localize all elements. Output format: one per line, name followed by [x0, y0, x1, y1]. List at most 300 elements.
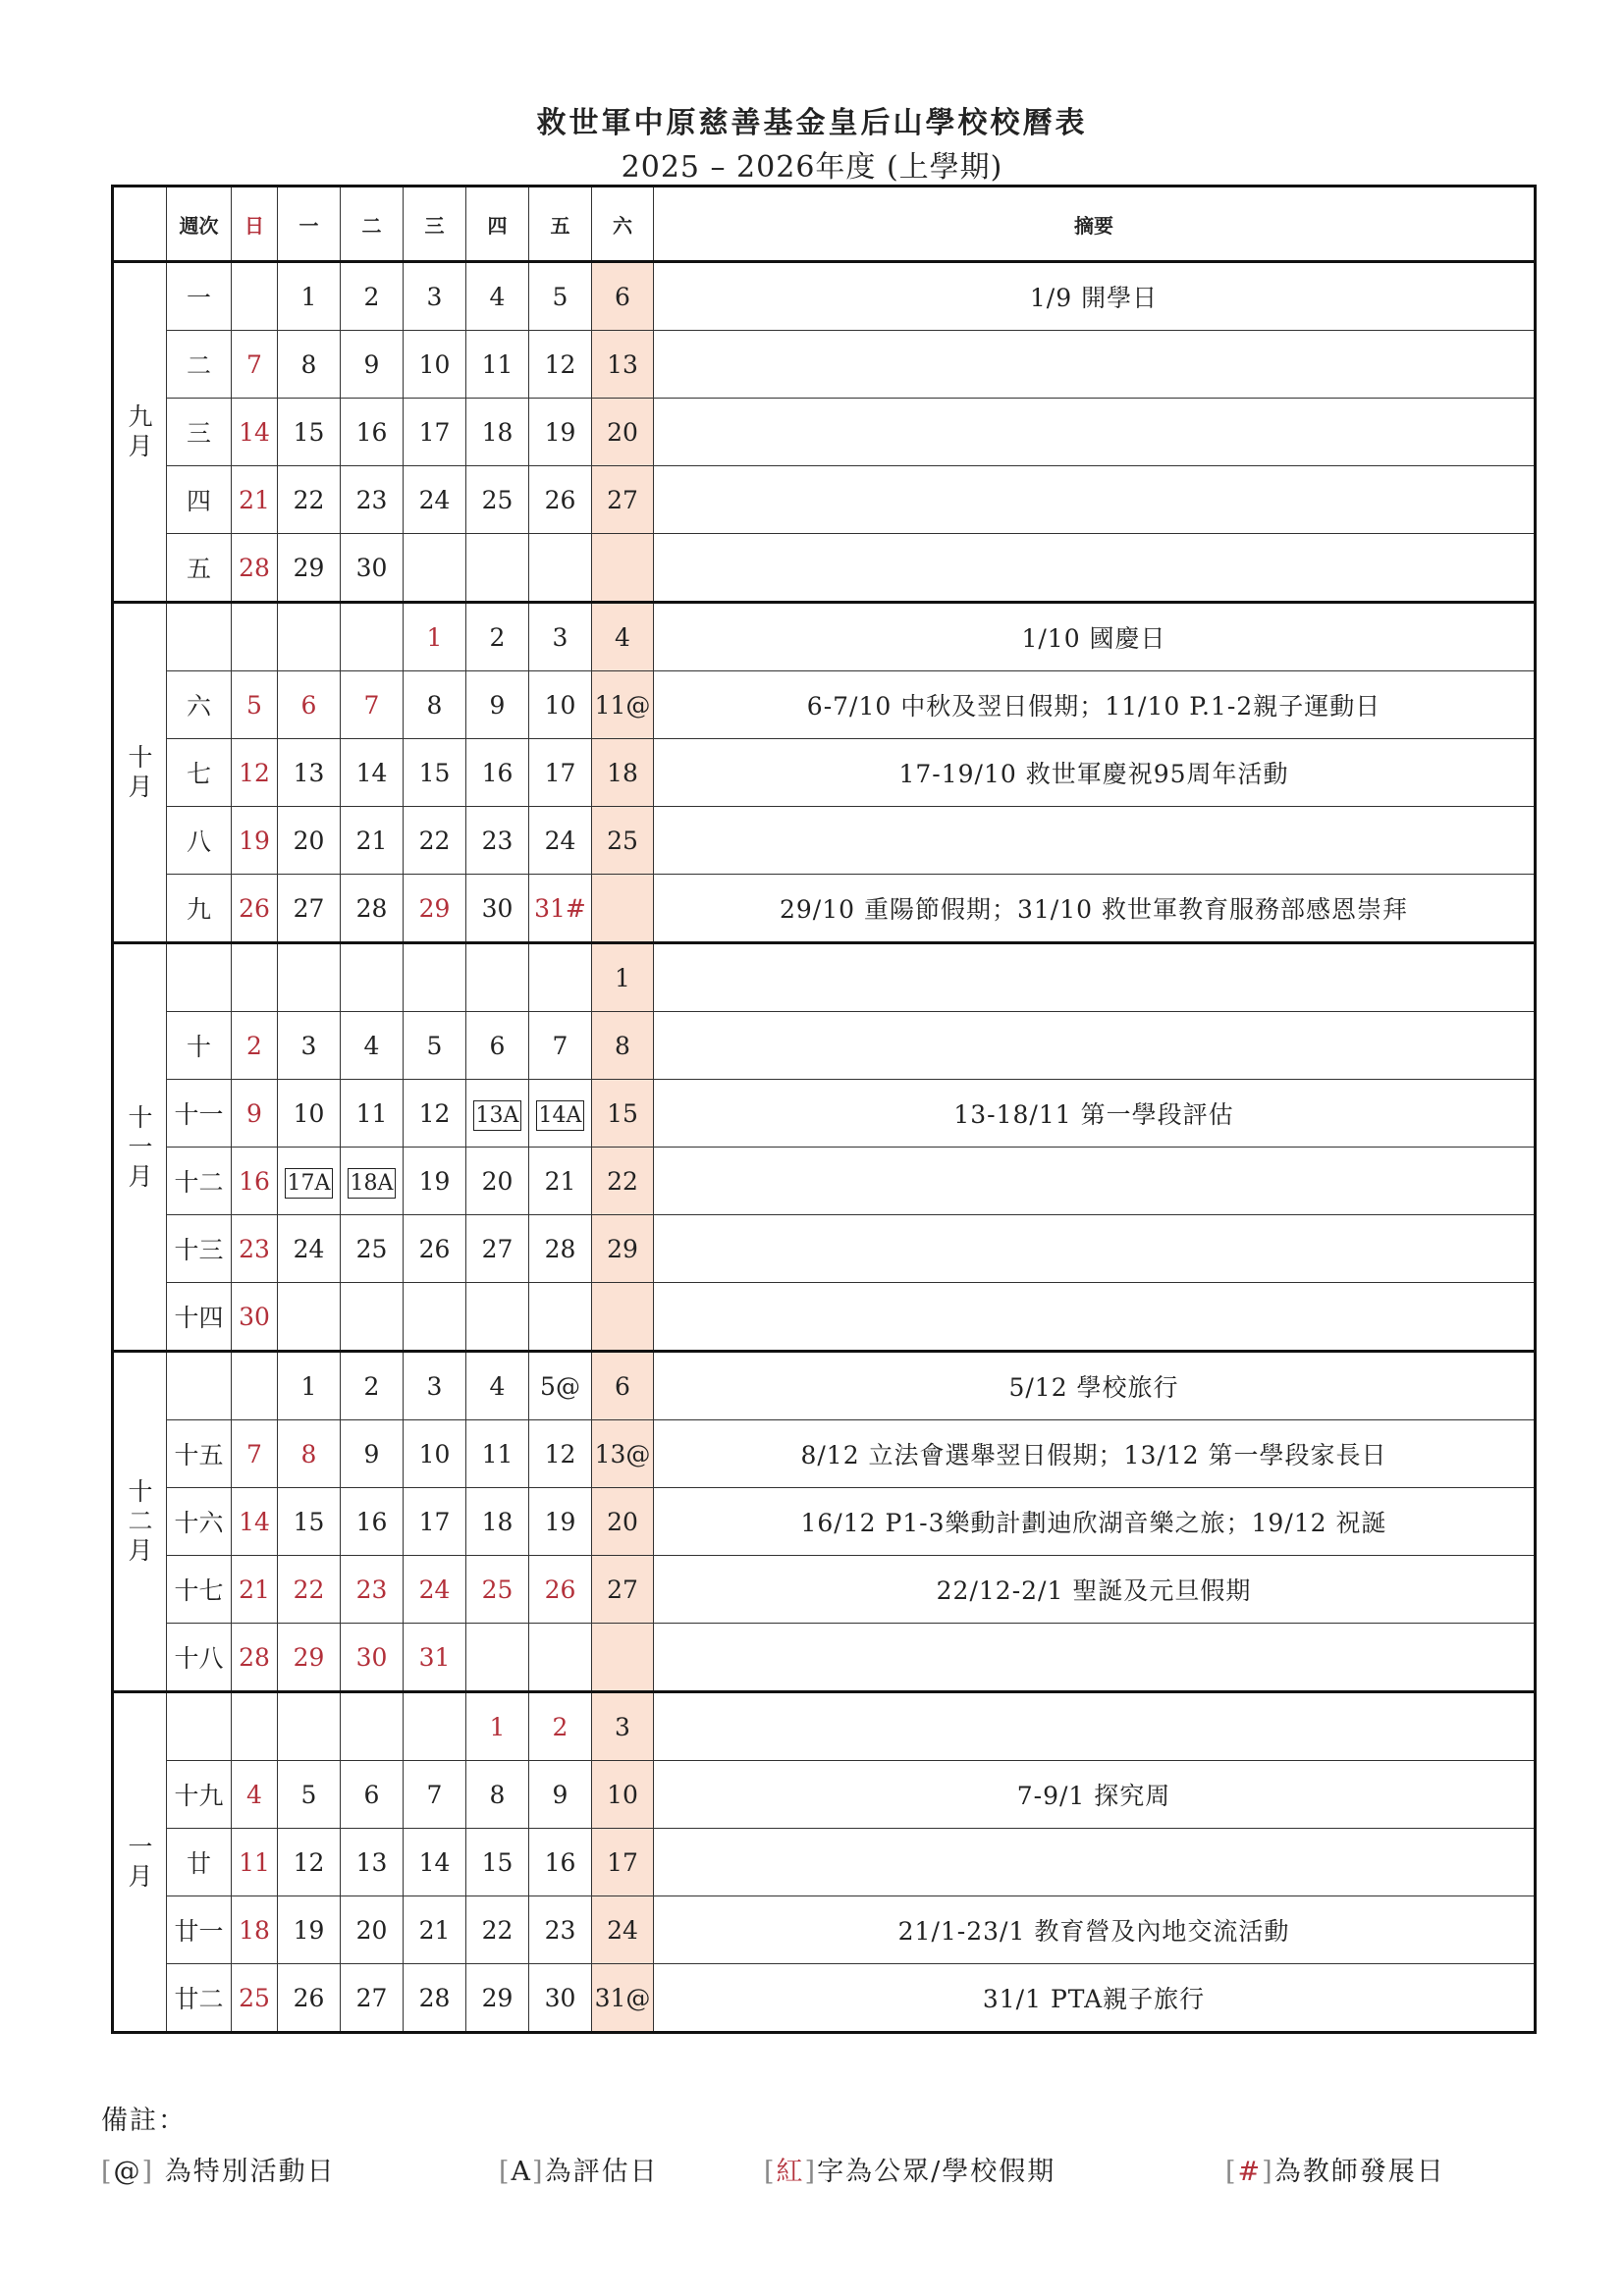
- day-cell: [341, 807, 404, 875]
- day-number: 27: [293, 893, 325, 923]
- week-number: 十九: [167, 1761, 232, 1829]
- day-cell: [466, 1148, 529, 1215]
- day-cell: [592, 875, 654, 943]
- summary-cell: [654, 399, 1536, 466]
- legend-mark: 紅: [776, 2157, 805, 2187]
- day-cell: [404, 1624, 466, 1692]
- day-cell: [278, 943, 341, 1012]
- day-cell: [466, 739, 529, 807]
- day-cell: [404, 1012, 466, 1080]
- day-cell: [592, 1692, 654, 1761]
- day-cell: [529, 1488, 592, 1556]
- day-cell: [404, 875, 466, 943]
- day-cell: [466, 1829, 529, 1896]
- day-cell: [341, 1148, 404, 1215]
- day-number: 4: [615, 622, 630, 652]
- summary-cell: [654, 1283, 1536, 1352]
- day-cell: [529, 1012, 592, 1080]
- day-cell: [529, 1761, 592, 1829]
- week-number: 十五: [167, 1420, 232, 1488]
- day-cell: [278, 807, 341, 875]
- day-number: 20: [293, 826, 325, 855]
- day-cell: [232, 739, 278, 807]
- day-number: 11: [239, 1847, 270, 1877]
- month-label: [113, 262, 167, 603]
- day-number: 2: [489, 622, 506, 652]
- day-cell: [278, 1692, 341, 1761]
- day-cell: [404, 739, 466, 807]
- day-cell: [404, 399, 466, 466]
- day-cell: [592, 1488, 654, 1556]
- day-cell: [466, 1080, 529, 1148]
- day-cell: [341, 1283, 404, 1352]
- day-cell: [592, 1556, 654, 1624]
- day-number: 28: [544, 1234, 576, 1263]
- day-number: 25: [355, 1234, 388, 1263]
- week-row: [113, 1692, 1536, 1761]
- day-cell: [529, 399, 592, 466]
- day-number: 6: [300, 690, 317, 720]
- day-number: 23: [544, 1915, 576, 1945]
- day-cell: [341, 262, 404, 331]
- day-cell: [592, 943, 654, 1012]
- day-cell: [592, 1829, 654, 1896]
- day-cell: [278, 1420, 341, 1488]
- day-cell: [404, 807, 466, 875]
- week-row: [113, 1556, 1536, 1624]
- day-cell: [278, 399, 341, 466]
- day-number: 28: [418, 1983, 451, 2012]
- day-cell: [232, 1964, 278, 2033]
- week-number: 二: [167, 331, 232, 399]
- day-number: 23: [355, 1575, 388, 1604]
- day-cell: [341, 1692, 404, 1761]
- week-number: 十三: [167, 1215, 232, 1283]
- month-label-text: 十月: [128, 743, 153, 801]
- header-month-blank: [113, 187, 167, 262]
- day-cell: [404, 1352, 466, 1420]
- week-number: 十四: [167, 1283, 232, 1352]
- summary-cell: [654, 943, 1536, 1012]
- assessment-day: 13A: [473, 1100, 522, 1131]
- day-number: 22: [293, 1575, 325, 1604]
- month-label: [113, 1692, 167, 2033]
- legend-holiday: [紅]字為公眾/學校假期: [764, 2157, 1056, 2187]
- day-cell: [466, 1964, 529, 2033]
- week-number: 五: [167, 534, 232, 603]
- week-row: [113, 331, 1536, 399]
- day-number: 19: [544, 417, 576, 447]
- month-label-text: 十一月: [128, 1102, 153, 1191]
- day-cell: [278, 1556, 341, 1624]
- day-cell: [341, 1896, 404, 1964]
- summary-cell: 31/1 PTA親子旅行: [654, 1964, 1536, 2033]
- day-cell: [341, 1215, 404, 1283]
- day-number: 9: [363, 349, 380, 379]
- day-cell: [404, 1896, 466, 1964]
- day-number: 16: [544, 1847, 576, 1877]
- day-number: 21: [544, 1166, 576, 1196]
- day-number: 5: [426, 1031, 443, 1060]
- day-cell: [341, 671, 404, 739]
- week-row: [113, 1080, 1536, 1148]
- day-number: 1: [300, 1371, 317, 1401]
- day-cell: [466, 1352, 529, 1420]
- day-number: 22: [418, 826, 451, 855]
- day-number: 6: [615, 282, 630, 311]
- day-cell: [278, 1148, 341, 1215]
- day-cell: [466, 331, 529, 399]
- day-number: 6: [615, 1371, 630, 1401]
- day-cell: [466, 1556, 529, 1624]
- day-cell: [232, 1896, 278, 1964]
- day-number: 16: [355, 1507, 388, 1536]
- day-number: 13: [355, 1847, 388, 1877]
- day-cell: [341, 1488, 404, 1556]
- day-cell: [404, 603, 466, 671]
- day-number: 11@: [594, 690, 651, 720]
- day-number: 1: [615, 963, 630, 992]
- day-number: 19: [293, 1915, 325, 1945]
- day-number: 3: [615, 1712, 630, 1741]
- day-number: 27: [481, 1234, 514, 1263]
- day-number: 30: [544, 1983, 576, 2012]
- week-number: [167, 943, 232, 1012]
- day-number: 20: [607, 1507, 638, 1536]
- day-cell: [466, 807, 529, 875]
- day-number: 16: [481, 758, 514, 787]
- summary-cell: 7-9/1 探究周: [654, 1761, 1536, 1829]
- day-number: 29: [293, 553, 325, 582]
- day-cell: [341, 534, 404, 603]
- day-cell: [232, 1215, 278, 1283]
- summary-cell: 21/1-23/1 教育營及內地交流活動: [654, 1896, 1536, 1964]
- day-number: 20: [607, 417, 638, 447]
- page-title: 救世軍中原慈善基金皇后山學校校曆表: [536, 106, 1088, 140]
- day-cell: [592, 1215, 654, 1283]
- week-row: [113, 534, 1536, 603]
- day-number: 24: [607, 1915, 638, 1945]
- summary-cell: 5/12 學校旅行: [654, 1352, 1536, 1420]
- header-tue: 二: [341, 187, 404, 262]
- day-cell: [592, 1420, 654, 1488]
- day-cell: [278, 1488, 341, 1556]
- day-cell: [466, 399, 529, 466]
- day-number: 25: [481, 1575, 514, 1604]
- day-cell: [232, 1488, 278, 1556]
- day-number: 25: [239, 1983, 270, 2012]
- day-cell: [529, 1080, 592, 1148]
- day-cell: [404, 1692, 466, 1761]
- week-row: [113, 1964, 1536, 2033]
- day-number: 4: [363, 1031, 380, 1060]
- day-number: 2: [363, 1371, 380, 1401]
- day-cell: [341, 1624, 404, 1692]
- day-number: 22: [607, 1166, 638, 1196]
- day-cell: [278, 466, 341, 534]
- day-cell: [592, 1964, 654, 2033]
- day-number: 14: [239, 1507, 270, 1536]
- day-cell: [278, 671, 341, 739]
- day-number: 10: [293, 1098, 325, 1128]
- header-wed: 三: [404, 187, 466, 262]
- week-number: 一: [167, 262, 232, 331]
- day-cell: [341, 603, 404, 671]
- day-number: 23: [355, 485, 388, 514]
- day-cell: [592, 1624, 654, 1692]
- legend-mark: A: [511, 2157, 533, 2187]
- summary-cell: 13-18/11 第一學段評估: [654, 1080, 1536, 1148]
- summary-cell: 22/12-2/1 聖誕及元旦假期: [654, 1556, 1536, 1624]
- summary-cell: 17-19/10 救世軍慶祝95周年活動: [654, 739, 1536, 807]
- header-summary: 摘要: [654, 187, 1536, 262]
- day-cell: [232, 1283, 278, 1352]
- day-cell: [529, 1692, 592, 1761]
- day-cell: [232, 875, 278, 943]
- day-number: 23: [481, 826, 514, 855]
- day-cell: [466, 1692, 529, 1761]
- day-number: 11: [355, 1098, 388, 1128]
- day-number: 25: [607, 826, 638, 855]
- day-number: 25: [481, 485, 514, 514]
- assessment-day: 17A: [285, 1168, 334, 1199]
- day-number: 15: [607, 1098, 638, 1128]
- day-cell: [466, 534, 529, 603]
- day-number: 19: [239, 826, 270, 855]
- day-cell: [232, 1829, 278, 1896]
- month-label: [113, 603, 167, 943]
- day-cell: [592, 671, 654, 739]
- day-number: 28: [239, 1642, 270, 1672]
- day-number: 17: [418, 1507, 451, 1536]
- day-cell: [404, 331, 466, 399]
- day-cell: [592, 1080, 654, 1148]
- week-row: [113, 466, 1536, 534]
- day-number: 6: [489, 1031, 506, 1060]
- week-number: 廿二: [167, 1964, 232, 2033]
- day-number: 20: [481, 1166, 514, 1196]
- day-number: 7: [246, 1439, 262, 1468]
- day-cell: [341, 1964, 404, 2033]
- week-row: [113, 1624, 1536, 1692]
- day-number: 4: [489, 282, 506, 311]
- week-row: [113, 671, 1536, 739]
- day-cell: [341, 1352, 404, 1420]
- day-cell: [232, 1761, 278, 1829]
- day-number: 26: [544, 485, 576, 514]
- day-cell: [592, 262, 654, 331]
- summary-cell: [654, 807, 1536, 875]
- legend-text: 為特別活動日: [164, 2157, 336, 2187]
- week-row: [113, 1488, 1536, 1556]
- day-cell: [466, 1624, 529, 1692]
- summary-cell: [654, 1215, 1536, 1283]
- day-cell: [232, 331, 278, 399]
- day-cell: [232, 943, 278, 1012]
- week-number: [167, 1352, 232, 1420]
- summary-cell: [654, 1624, 1536, 1692]
- day-number: 2: [246, 1031, 262, 1060]
- week-row: [113, 1352, 1536, 1420]
- day-number: 3: [552, 622, 568, 652]
- day-cell: [592, 331, 654, 399]
- day-cell: [466, 262, 529, 331]
- day-number: 3: [300, 1031, 317, 1060]
- header-sat: 六: [592, 187, 654, 262]
- week-row: [113, 1148, 1536, 1215]
- day-cell: [592, 1896, 654, 1964]
- legend-text: 為評估日: [544, 2157, 659, 2187]
- day-number: 8: [615, 1031, 630, 1060]
- day-number: 29: [481, 1983, 514, 2012]
- day-cell: [404, 1420, 466, 1488]
- day-cell: [466, 603, 529, 671]
- day-number: 14: [239, 417, 270, 447]
- week-row: [113, 943, 1536, 1012]
- day-number: 11: [481, 349, 514, 379]
- week-number: [167, 1692, 232, 1761]
- day-cell: [278, 1761, 341, 1829]
- legend-text: 字為公眾/學校假期: [817, 2157, 1056, 2187]
- day-number: 26: [418, 1234, 451, 1263]
- assessment-day: 18A: [348, 1168, 397, 1199]
- day-cell: [404, 1964, 466, 2033]
- week-number: 六: [167, 671, 232, 739]
- day-cell: [341, 1761, 404, 1829]
- day-number: 18: [481, 417, 514, 447]
- day-number: 14: [355, 758, 388, 787]
- month-label-text: 一月: [128, 1833, 153, 1891]
- legend-teacher-dev: [#]為教師發展日: [1225, 2157, 1445, 2187]
- week-row: [113, 1761, 1536, 1829]
- week-number: 八: [167, 807, 232, 875]
- week-number: 廿一: [167, 1896, 232, 1964]
- day-number: 17: [418, 417, 451, 447]
- week-number: 七: [167, 739, 232, 807]
- day-cell: [404, 1829, 466, 1896]
- day-number: 24: [418, 1575, 451, 1604]
- day-number: 2: [552, 1712, 568, 1741]
- day-number: 9: [363, 1439, 380, 1468]
- day-cell: [529, 1556, 592, 1624]
- summary-cell: 6-7/10 中秋及翌日假期；11/10 P.1-2親子運動日: [654, 671, 1536, 739]
- day-number: 29: [607, 1234, 638, 1263]
- summary-cell: 8/12 立法會選舉翌日假期；13/12 第一學段家長日: [654, 1420, 1536, 1488]
- day-cell: [529, 1420, 592, 1488]
- day-cell: [232, 1692, 278, 1761]
- week-row: [113, 1215, 1536, 1283]
- day-cell: [278, 875, 341, 943]
- day-cell: [232, 534, 278, 603]
- day-number: 22: [293, 485, 325, 514]
- month-label-text: 九月: [128, 402, 153, 460]
- day-cell: [466, 1420, 529, 1488]
- day-cell: [341, 739, 404, 807]
- week-row: [113, 1420, 1536, 1488]
- day-number: 15: [293, 1507, 325, 1536]
- day-number: 17: [607, 1847, 638, 1877]
- week-number: 九: [167, 875, 232, 943]
- day-number: 30: [481, 893, 514, 923]
- week-number: 三: [167, 399, 232, 466]
- day-cell: [232, 1080, 278, 1148]
- summary-cell: 1/10 國慶日: [654, 603, 1536, 671]
- day-number: 8: [300, 1439, 317, 1468]
- week-row: [113, 399, 1536, 466]
- summary-cell: [654, 1012, 1536, 1080]
- day-cell: [592, 1761, 654, 1829]
- day-number: 31@: [594, 1983, 651, 2012]
- day-cell: [529, 807, 592, 875]
- day-number: 10: [607, 1780, 638, 1809]
- summary-cell: [654, 534, 1536, 603]
- day-cell: [592, 1148, 654, 1215]
- day-number: 19: [418, 1166, 451, 1196]
- week-row: [113, 1283, 1536, 1352]
- day-cell: [592, 399, 654, 466]
- summary-cell: [654, 1148, 1536, 1215]
- day-cell: [404, 1215, 466, 1283]
- day-cell: [341, 943, 404, 1012]
- day-cell: [278, 1896, 341, 1964]
- day-cell: [278, 1352, 341, 1420]
- day-cell: [592, 603, 654, 671]
- summary-cell: [654, 466, 1536, 534]
- day-number: 26: [293, 1983, 325, 2012]
- day-cell: [529, 1624, 592, 1692]
- day-number: 15: [293, 417, 325, 447]
- day-cell: [232, 1352, 278, 1420]
- day-cell: [341, 466, 404, 534]
- day-number: 26: [544, 1575, 576, 1604]
- day-number: 24: [544, 826, 576, 855]
- summary-cell: 1/9 開學日: [654, 262, 1536, 331]
- day-cell: [529, 943, 592, 1012]
- day-cell: [529, 739, 592, 807]
- day-cell: [232, 466, 278, 534]
- day-number: 31#: [534, 893, 586, 923]
- day-cell: [592, 1283, 654, 1352]
- day-cell: [592, 534, 654, 603]
- day-cell: [232, 1012, 278, 1080]
- day-cell: [529, 1215, 592, 1283]
- day-cell: [529, 671, 592, 739]
- month-label-text: 十二月: [128, 1477, 153, 1565]
- day-cell: [341, 1420, 404, 1488]
- day-number: 30: [355, 553, 388, 582]
- day-number: 29: [293, 1642, 325, 1672]
- week-number: 廿: [167, 1829, 232, 1896]
- day-number: 7: [246, 349, 262, 379]
- day-number: 8: [300, 349, 317, 379]
- header-thu: 四: [466, 187, 529, 262]
- calendar-table: [111, 185, 1537, 2034]
- day-cell: [232, 807, 278, 875]
- day-cell: [529, 1148, 592, 1215]
- day-number: 12: [544, 1439, 576, 1468]
- day-cell: [341, 1829, 404, 1896]
- day-number: 9: [246, 1098, 262, 1128]
- day-cell: [466, 1761, 529, 1829]
- day-number: 13: [293, 758, 325, 787]
- day-cell: [466, 1896, 529, 1964]
- day-number: 13@: [594, 1439, 651, 1468]
- day-cell: [278, 534, 341, 603]
- day-number: 5: [246, 690, 262, 720]
- day-number: 19: [544, 1507, 576, 1536]
- day-number: 11: [481, 1439, 514, 1468]
- legend-mark: #: [1237, 2157, 1263, 2187]
